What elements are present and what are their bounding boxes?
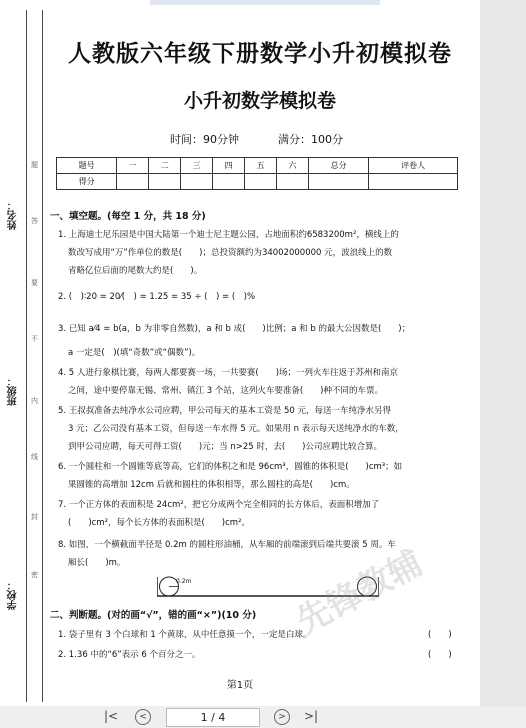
- viewer-background: [480, 0, 526, 706]
- prev-page-button[interactable]: <: [135, 709, 151, 725]
- judgment-answer-box: ( ): [428, 650, 452, 660]
- seal-char: 线: [31, 453, 38, 461]
- score-cell: [213, 174, 245, 190]
- score-header-cell: 五: [245, 158, 277, 174]
- exam-subtitle: 小升初数学模拟卷: [183, 90, 336, 112]
- seal-char: 内: [31, 397, 38, 405]
- question-line: 6. 一个圆柱和一个圆锥等底等高，它们的体积之和是 96cm³，圆锥的体积是( )cm³；如: [58, 462, 403, 472]
- margin-line-outer: [26, 10, 27, 702]
- score-cell: [181, 174, 213, 190]
- next-page-button[interactable]: >: [274, 709, 290, 725]
- score-header-row: [57, 158, 458, 174]
- judgment-item: 2. 1.36 中的“6”表示 6 个百分之一。: [58, 650, 201, 660]
- score-header-cell: 总分: [308, 158, 368, 174]
- judgment-item: 1. 袋子里有 3 个白球和 1 个黄球，从中任意摸一个，一定是白球。: [58, 630, 312, 640]
- question-line: ( )cm²，每个长方体的表面积是( )cm²。: [68, 518, 250, 528]
- score-header-cell: 评卷人: [369, 158, 458, 174]
- score-header-cell: 六: [277, 158, 309, 174]
- question-line: 厢长( )m。: [68, 558, 126, 568]
- score-cell: [369, 174, 458, 190]
- question-line: 数改写成用“万”作单位的数是( )；总投资额约为34002000000 元，波浪线上的数: [68, 248, 393, 258]
- score-header-cell: 题号: [57, 158, 117, 174]
- score-table: [56, 157, 458, 190]
- question-line: 3. 已知 a⁄4 = b(a，b 为非零自然数)，a 和 b 成( )比例；a 和 b 的最大公因数是( )；: [58, 324, 411, 334]
- judgment-answer-box: ( ): [428, 630, 452, 640]
- seal-char: 题: [31, 161, 38, 169]
- exam-time: 时间：90分钟: [170, 133, 239, 146]
- question-line: 果圆锥的高增加 12cm 后就和圆柱的体积相等，那么圆柱的高是( )cm。: [68, 480, 355, 490]
- question-line: 5. 王叔叔准备去纯净水公司应聘，甲公司每天的基本工资是 50 元，每送一车纯净水另得: [58, 406, 392, 416]
- section-heading-fill-blank: 一、填空题。(每空 1 分，共 18 分): [50, 211, 206, 222]
- question-line: 7. 一个正方体的表面积是 24cm²，把它分成两个完全相同的长方体后，表面积增加了: [58, 500, 380, 510]
- question-line: 3 元；乙公司没有基本工资，但每送一车水得 5 元。如果用 n 表示每天送纯净水的车数，: [68, 424, 404, 434]
- seal-char: 要: [31, 279, 38, 287]
- score-value-row: [57, 174, 458, 190]
- score-header-cell: 四: [213, 158, 245, 174]
- seal-char: 封: [31, 513, 38, 521]
- question-line: 省略亿位后面的尾数大约是( )。: [68, 266, 203, 276]
- score-cell: [245, 174, 277, 190]
- watermark: 先锋教辅: [290, 543, 430, 643]
- seal-char: 密: [31, 571, 38, 579]
- class-label: 班级：: [8, 376, 19, 406]
- page-indicator[interactable]: 1 / 4: [166, 708, 260, 727]
- question-line: a 一定是( )(填“奇数”或“偶数”)。: [68, 348, 201, 358]
- section-heading-judgment: 二、判断题。(对的画“√”，错的画“×”)(10 分): [50, 610, 257, 621]
- first-page-button[interactable]: |<: [104, 709, 119, 723]
- top-strip: [150, 0, 380, 5]
- last-page-button[interactable]: >|: [304, 709, 319, 723]
- exam-score: 满分：100分: [278, 133, 343, 146]
- question-line: 1. 上海迪士尼乐园是中国大陆第一个迪士尼主题公园，占地面积约6583200m²，横线上的: [58, 230, 399, 240]
- question-line: 之间，途中要停靠无锡、常州、镇江 3 个站，这列火车要准备( )种不同的车票。: [68, 386, 383, 396]
- question-line: 2. ( )∶20 = 20⁄( ) = 1.25 = 35 ÷ ( ) = ( )%: [58, 292, 256, 302]
- question-line: 到甲公司应聘，每天可得工资( )元；当 n>25 时，去( )公司应聘比较合算。: [68, 442, 382, 452]
- seal-char: 不: [31, 335, 38, 343]
- seal-char: 答: [31, 217, 38, 225]
- score-cell: [277, 174, 309, 190]
- page-number: 第1页: [226, 680, 254, 691]
- score-cell: [308, 174, 368, 190]
- question-line: 8. 如图，一个横截面半径是 0.2m 的圆柱形油桶，从车厢的前端滚到后端共要滚 5 周。车: [58, 540, 396, 550]
- name-label: 姓名：: [8, 200, 19, 230]
- binding-margin: [0, 0, 46, 706]
- score-cell: [117, 174, 149, 190]
- viewer-toolbar: [0, 706, 526, 728]
- school-label: 学校：: [8, 580, 19, 610]
- margin-line-inner: [42, 10, 43, 702]
- score-header-cell: 三: [181, 158, 213, 174]
- exam-title: 人教版六年级下册数学小升初模拟卷: [68, 41, 452, 67]
- score-cell: [149, 174, 181, 190]
- score-header-cell: 二: [149, 158, 181, 174]
- figure-radius-label: 0.2m: [176, 578, 192, 585]
- score-header-cell: 一: [117, 158, 149, 174]
- score-row-label: 得分: [57, 174, 117, 190]
- question-line: 4. 5 人进行象棋比赛，每两人都要赛一场，一共要赛( )场；一列火车往返于苏州和南京: [58, 368, 399, 378]
